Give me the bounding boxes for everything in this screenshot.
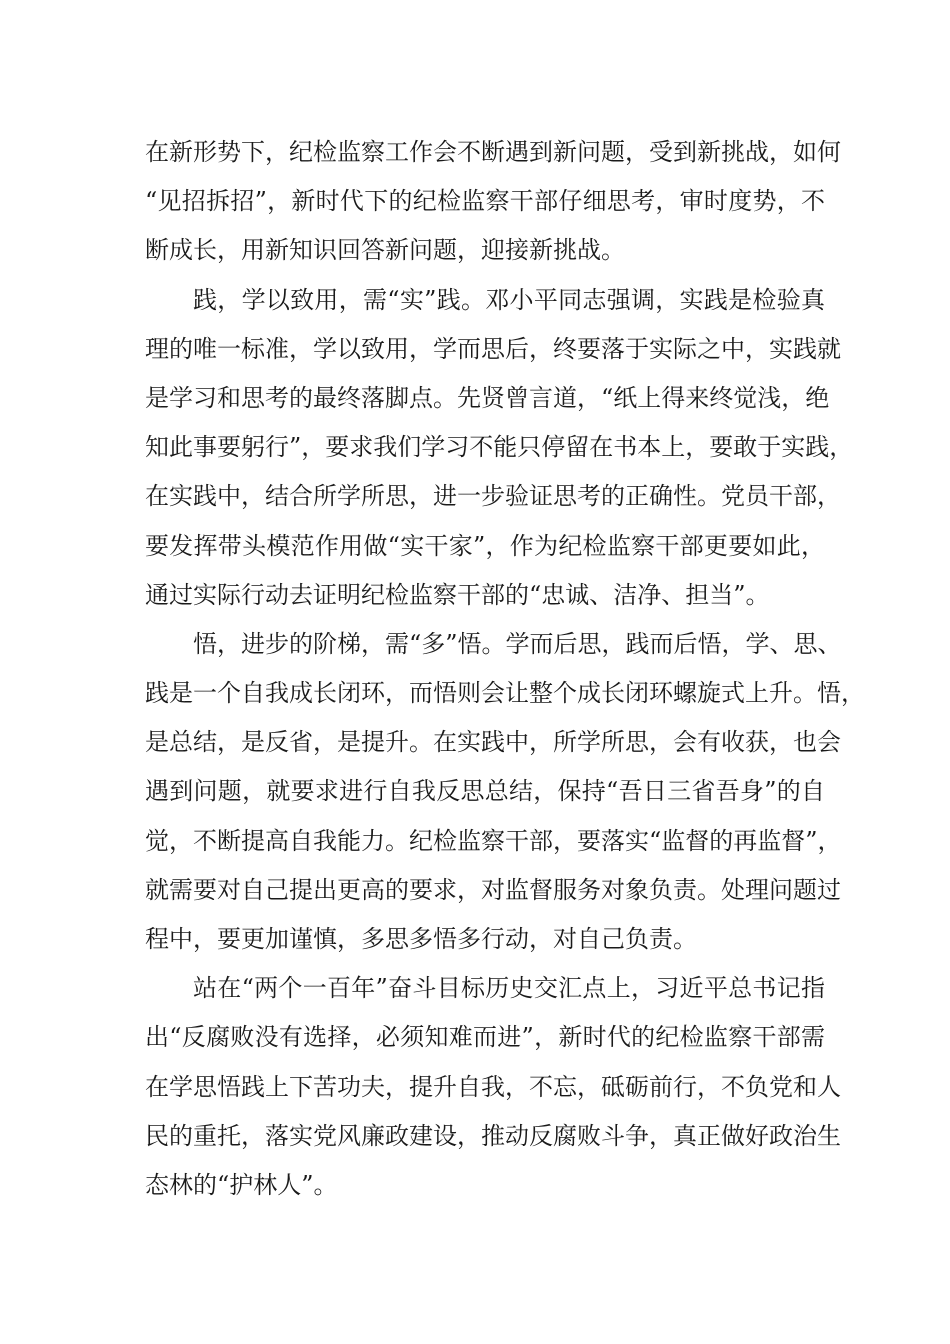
text-line-3: 断成长，用新知识回答新问题，迎接新挑战。 <box>145 236 625 265</box>
text-line-8: 在实践中，结合所学所思，进一步验证思考的正确性。党员干部， <box>145 482 841 511</box>
text-line-14: 遇到问题，就要求进行自我反思总结，保持“吾日三省吾身”的自 <box>145 777 825 806</box>
text-line-19: 出“反腐败没有选择，必须知难而进”，新时代的纪检监察干部需 <box>145 1023 825 1052</box>
text-line-5: 理的唯一标准，学以致用，学而思后，终要落于实际之中，实践就 <box>145 334 841 363</box>
text-line-6: 是学习和思考的最终落脚点。先贤曾言道，“纸上得来终觉浅，绝 <box>145 383 830 412</box>
text-line-17: 程中，要更加谨慎，多思多悟多行动，对自己负责。 <box>145 925 697 953</box>
text-line-13: 是总结，是反省，是提升。在实践中，所学所思，会有收获，也会 <box>145 728 841 757</box>
text-line-10: 通过实际行动去证明纪检监察干部的“忠诚、洁净、担当”。 <box>145 580 770 609</box>
document-body <box>145 128 865 1210</box>
text-line-2: “见招拆招”，新时代下的纪检监察干部仔细思考，审时度势，不 <box>145 187 825 216</box>
text-line-1: 在新形势下，纪检监察工作会不断遇到新问题，受到新挑战，如何 <box>145 138 841 166</box>
text-line-16: 就需要对自己提出更高的要求，对监督服务对象负责。处理问题过 <box>145 875 841 904</box>
text-line-11: 悟，进步的阶梯，需“多”悟。学而后思，践而后悟，学、思、 <box>193 629 842 658</box>
text-line-20: 在学思悟践上下苦功夫，提升自我，不忘，砥砺前行，不负党和人 <box>145 1072 841 1101</box>
text-line-22: 态林的“护林人”。 <box>145 1170 338 1199</box>
text-line-9: 要发挥带头模范作用做“实干家”，作为纪检监察干部更要如此， <box>145 531 825 560</box>
text-line-7: 知此事要躬行”，要求我们学习不能只停留在书本上，要敢于实践， <box>145 433 854 462</box>
text-line-21: 民的重托，落实党风廉政建设，推动反腐败斗争，真正做好政治生 <box>145 1121 841 1150</box>
text-line-18: 站在“两个一百年”奋斗目标历史交汇点上，习近平总书记指 <box>193 974 825 1003</box>
text-line-15: 觉，不断提高自我能力。纪检监察干部，要落实“监督的再监督”， <box>145 826 842 855</box>
text-line-4: 践，学以致用，需“实”践。邓小平同志强调，实践是检验真 <box>193 285 825 314</box>
text-line-12: 践是一个自我成长闭环，而悟则会让整个成长闭环螺旋式上升。悟， <box>145 679 865 708</box>
